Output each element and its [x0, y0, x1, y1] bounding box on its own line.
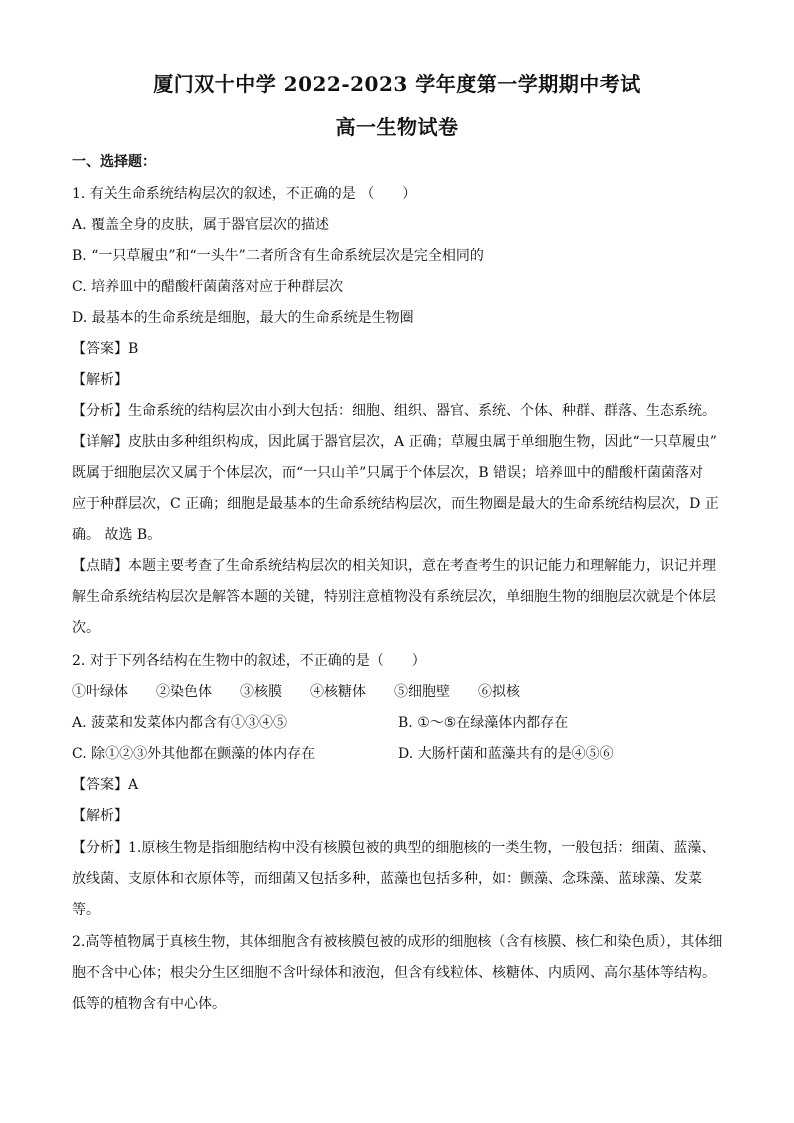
q2-option-b: B. ①～⑤在绿藻体内都存在	[398, 715, 569, 731]
q1-dianjing-line-1: 【点睛】本题主要考查了生命系统结构层次的相关知识，意在考查考生的识记能力和理解能力，识记并理	[72, 558, 716, 574]
q1-dianjing-line-2: 解生命系统结构层次是解答本题的关键，特别注意植物没有系统层次，单细胞生物的细胞层次就是个体层	[72, 589, 716, 605]
q1-dianjing-line-3: 次。	[72, 620, 100, 636]
q2-stem: 2. 对于下列各结构在生物中的叙述，不正确的是（ ）	[72, 653, 426, 669]
q2-option-c: C. 除①②③外其他都在颤藻的体内存在	[72, 746, 316, 762]
q2-option-d: D. 大肠杆菌和蓝藻共有的是④⑤⑥	[398, 746, 614, 762]
q1-xiangjie-line-3: 应于种群层次，C 正确；细胞是最基本的生命系统结构层次，而生物圈是最大的生命系统结构层次，D 正	[72, 496, 719, 512]
q2-fenxi-line-2: 放线菌、支原体和衣原体等，而细菌又包括多种，蓝藻也包括多种，如：颤藻、念珠藻、蓝球藻、发菜	[72, 871, 702, 887]
q1-analysis-label: 【解析】	[72, 372, 128, 388]
q2-fenxi-line-5: 胞不含中心体；根尖分生区细胞不含叶绿体和液泡，但含有线粒体、核糖体、内质网、高尔基体等结构。	[72, 965, 716, 981]
q2-fenxi-line-6: 低等的植物含有中心体。	[72, 996, 226, 1012]
q1-xiangjie-line-4: 确。 故选 B。	[72, 527, 162, 543]
exam-subtitle: 高一生物试卷	[335, 115, 459, 139]
exam-title: 厦门双十中学 2022-2023 学年度第一学期期中考试	[153, 72, 641, 96]
q1-option-c: C. 培养皿中的醋酸杆菌菌落对应于种群层次	[72, 279, 344, 295]
section-heading: 一、选择题：	[72, 154, 156, 170]
q2-fenxi-line-4: 2.高等植物属于真核生物，其体细胞含有被核膜包被的成形的细胞核（含有核膜、核仁和染色质），其体细	[72, 934, 723, 950]
q1-answer: 【答案】B	[72, 341, 139, 357]
q2-option-a: A. 菠菜和发菜体内都含有①③④⑤	[72, 715, 288, 731]
q2-answer: 【答案】A	[72, 777, 139, 793]
q1-xiangjie-line-1: 【详解】皮肤由多种组织构成，因此属于器官层次，A 正确；草履虫属于单细胞生物，因此“一只草履虫”	[72, 434, 717, 450]
q1-fenxi: 【分析】生命系统的结构层次由小到大包括：细胞、组织、器官、系统、个体、种群、群落、生态系统。	[72, 403, 716, 419]
q2-structures: ①叶绿体 ②染色体 ③核膜 ④核糖体 ⑤细胞壁 ⑥拟核	[72, 684, 520, 700]
q1-option-d: D. 最基本的生命系统是细胞，最大的生命系统是生物圈	[72, 310, 414, 326]
q1-stem: 1. 有关生命系统结构层次的叙述，不正确的是 （ ）	[72, 186, 417, 202]
q2-fenxi-line-3: 等。	[72, 902, 100, 918]
q2-analysis-label: 【解析】	[72, 808, 128, 824]
q1-option-b: B. “一只草履虫”和“一头牛”二者所含有生命系统层次是完全相同的	[72, 248, 484, 264]
q1-option-a: A. 覆盖全身的皮肤，属于器官层次的描述	[72, 217, 330, 233]
q1-xiangjie-line-2: 既属于细胞层次又属于个体层次，而“一只山羊”只属于个体层次，B 错误；培养皿中的醋酸杆菌菌落对	[72, 465, 704, 481]
q2-fenxi-line-1: 【分析】1.原核生物是指细胞结构中没有核膜包被的典型的细胞核的一类生物，一般包括：细菌、蓝藻、	[72, 840, 716, 856]
